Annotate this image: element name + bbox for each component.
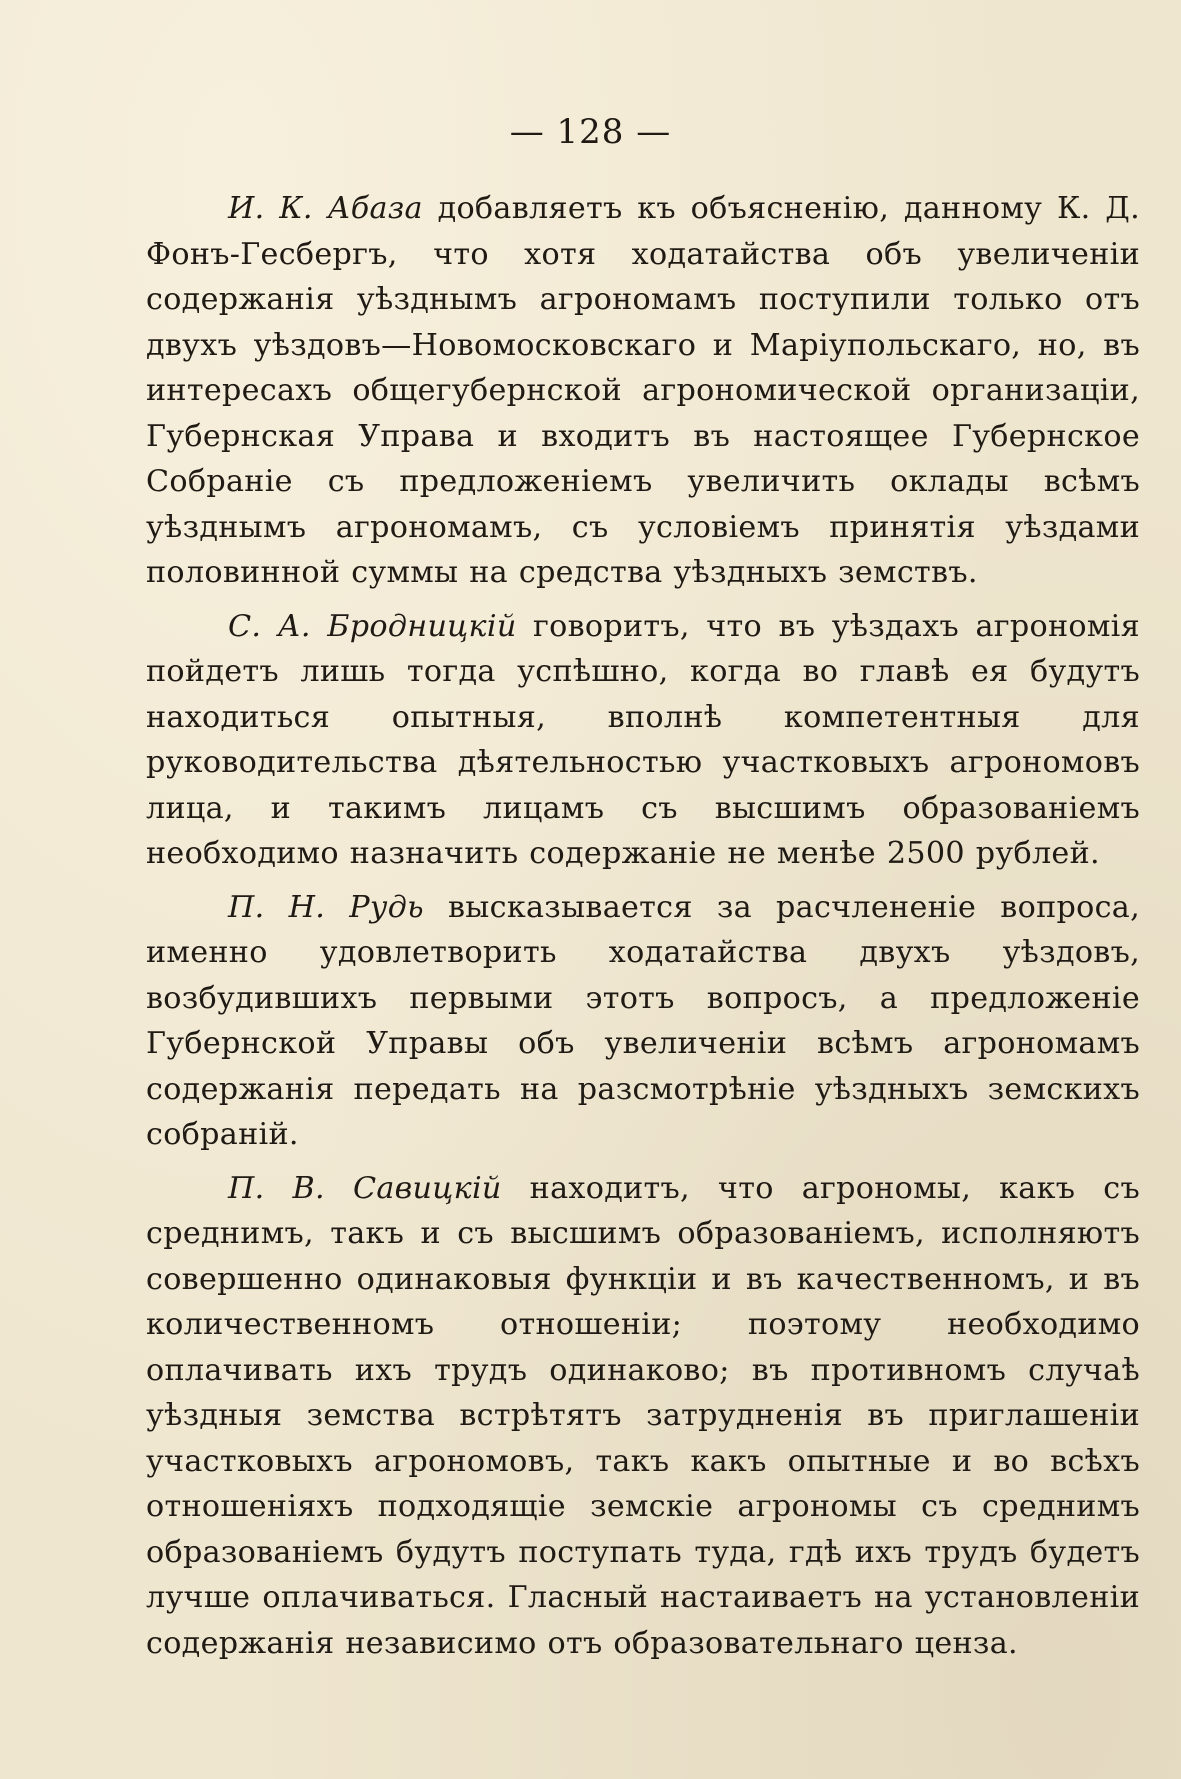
speaker-name: П. Н. Рудь	[228, 889, 424, 925]
paragraph	[146, 885, 1140, 1158]
paragraph	[146, 186, 1140, 596]
paragraph-text: говоритъ, что въ уѣздахъ агрономія пойдетъ лишь тогда успѣшно, когда во главѣ ея будутъ находиться опытныя, вполнѣ компетентныя для руководительства дѣятельностью участковыхъ агрономовъ лица, и такимъ лицамъ съ высшимъ образованіемъ необходимо назначить содержаніе не менѣе 2500 рублей.	[146, 608, 1140, 871]
speaker-name: И. К. Абаза	[228, 191, 423, 226]
speaker-name: С. А. Бродницкій	[228, 608, 517, 644]
speaker-name: П. В. Савицкій	[228, 1170, 502, 1206]
page-number: — 128 —	[509, 112, 672, 152]
paragraph-text: добавляетъ къ объясненію, данному К. Д. Фонъ-Гесбергъ, что хотя ходатайства объ увеличеніи содержанія уѣзднымъ агрономамъ поступили только отъ двухъ уѣздовъ—Новомосковскаго и Маріупольскаго, но, въ интересахъ общегубернской агрономической организаціи, Губернская Управа и входитъ въ настоящее Губернское Собраніе съ предложеніемъ увеличить оклады всѣмъ уѣзднымъ агрономамъ, съ условіемъ принятія уѣздами половинной суммы на средства уѣздныхъ земствъ.	[146, 191, 1140, 590]
paragraph	[146, 1166, 1140, 1667]
paragraph-text: высказывается за расчлененіе вопроса, именно удовлетворить ходатайства двухъ уѣздовъ, возбудившихъ первыми этотъ вопросъ, а предложеніе Губернской Управы объ увеличеніи всѣмъ агрономамъ содержанія передать на разсмотрѣніе уѣздныхъ земскихъ собраній.	[146, 889, 1140, 1152]
paragraph-text: находитъ, что агрономы, какъ съ среднимъ, такъ и съ высшимъ образованіемъ, исполняютъ совершенно одинаковыя функціи и въ качественномъ, и въ количественномъ отношеніи; поэтому необходимо оплачивать ихъ трудъ одинаково; въ противномъ случаѣ уѣздныя земства встрѣтятъ затрудненія въ приглашеніи участковыхъ агрономовъ, такъ какъ опытные и во всѣхъ отношеніяхъ подходящіе земскіе агрономы съ среднимъ образованіемъ будутъ поступать туда, гдѣ ихъ трудъ будетъ лучше оплачиваться. Гласный настаиваетъ на установленіи содержанія независимо отъ образовательнаго ценза.	[146, 1170, 1141, 1661]
paragraph	[146, 604, 1140, 877]
document-body	[146, 186, 1140, 1674]
